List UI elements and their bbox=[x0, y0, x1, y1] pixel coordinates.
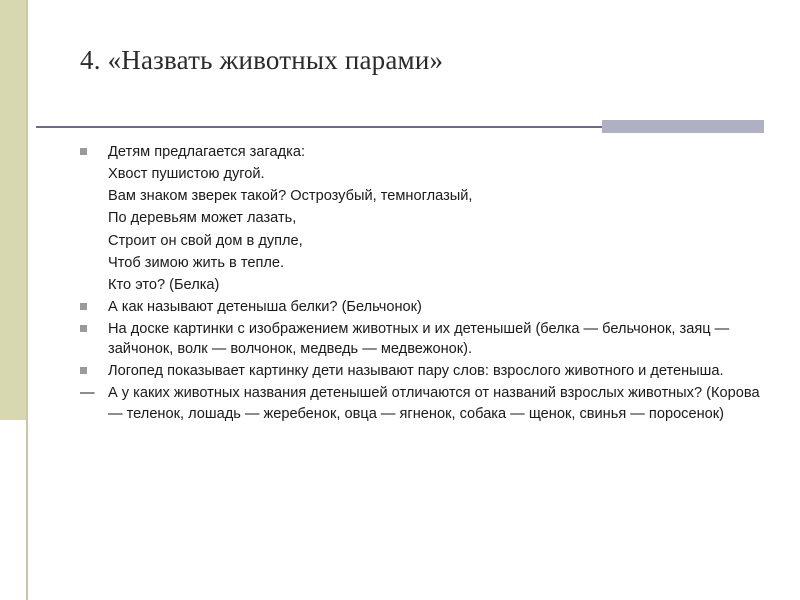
list-item bbox=[80, 383, 760, 423]
list-item bbox=[80, 164, 760, 184]
list-item-text: На доске картинки с изображением животных и их детенышей (белка — бельчонок, заяц — зайчонок, волк — волчонок, медведь — медвежонок). bbox=[108, 321, 730, 358]
list-item bbox=[80, 253, 760, 273]
square-bullet-icon bbox=[80, 361, 108, 376]
list-item-text: А как называют детеныша белки? (Бельчонок) bbox=[108, 298, 422, 315]
title-separator-line bbox=[36, 126, 602, 128]
list-item bbox=[80, 361, 760, 381]
list-item-text: Вам знаком зверек такой? Острозубый, темноглазый, bbox=[108, 188, 473, 205]
list-item bbox=[80, 275, 760, 295]
dash-bullet-icon: — bbox=[80, 385, 95, 402]
square-bullet-icon bbox=[80, 319, 108, 334]
list-item-text: Чтоб зимою жить в тепле. bbox=[108, 254, 285, 271]
list-item-text: Кто это? (Белка) bbox=[108, 276, 220, 293]
title-separator-block bbox=[602, 120, 764, 133]
square-bullet-icon bbox=[80, 142, 108, 157]
list-item bbox=[80, 297, 760, 317]
list-item-text: А у каких животных названия детенышей отличаются от названий взрослых животных? (Корова — теленок, лошадь — жеребенок, овца — ягненок, собака — щенок, свинья — поросенок) bbox=[108, 385, 760, 422]
list-item-text: Логопед показывает картинку дети называют пару слов: взрослого животного и детеныша. bbox=[108, 363, 724, 380]
left-inner-gap bbox=[28, 0, 34, 600]
list-item bbox=[80, 231, 760, 251]
list-item-text: Хвост пушистою дугой. bbox=[108, 166, 265, 183]
list-item bbox=[80, 186, 760, 206]
list-item-text: Строит он свой дом в дупле, bbox=[108, 232, 303, 249]
list-item bbox=[80, 208, 760, 228]
slide-body bbox=[80, 142, 760, 426]
list-item bbox=[80, 319, 760, 359]
list-item bbox=[80, 142, 760, 162]
list-item-text: По деревьям может лазать, bbox=[108, 210, 297, 227]
list-item-text: Детям предлагается загадка: bbox=[108, 144, 305, 160]
left-decorative-band bbox=[0, 0, 26, 420]
square-bullet-icon bbox=[80, 297, 108, 312]
page-title: 4. «Назвать животных парами» bbox=[80, 45, 444, 75]
left-decorative-band-lower bbox=[0, 420, 26, 600]
